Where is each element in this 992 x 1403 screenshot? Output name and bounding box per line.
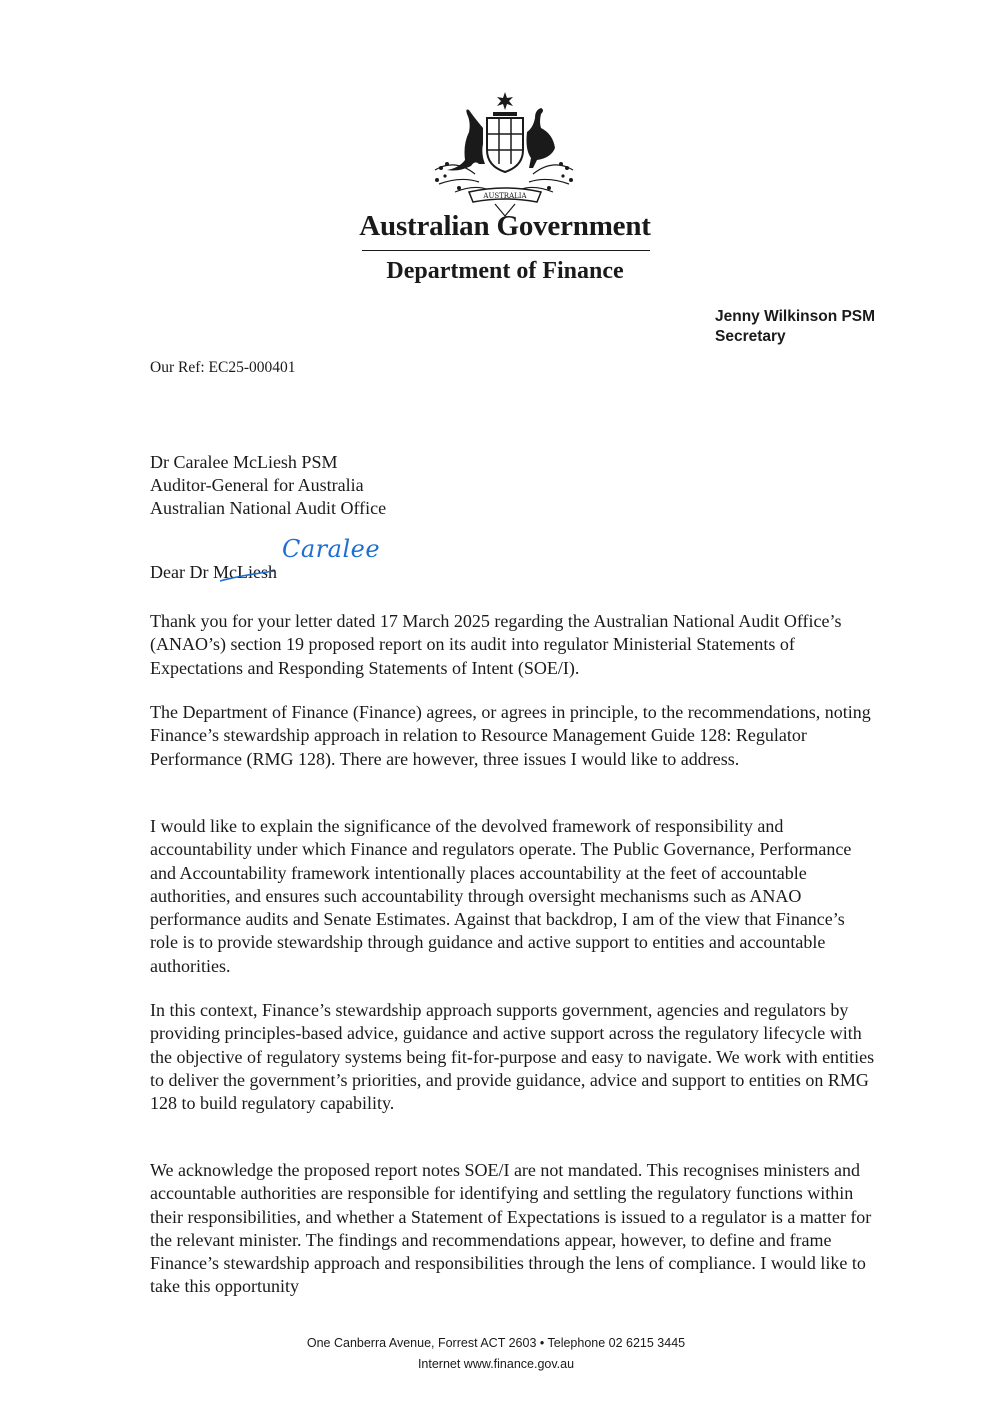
- sender-name: Jenny Wilkinson PSM: [715, 308, 876, 325]
- body-paragraph-5: We acknowledge the proposed report notes SOE/I are not mandated. This recognises ministers and accountable authorities are responsible for identifying and settling the regulatory functions within their responsibilities, and whether a Statement of Expectations is issued to a regulator is a matter for the relevant minister. The findings and recommendations appear, however, to define and frame Finance’s stewardship approach and responsibilities through the lens of compliance. I would like to take this opportunity: [150, 1160, 872, 1297]
- salutation-prefix: Dear Dr: [150, 562, 213, 582]
- recipient-line-1: Dr Caralee McLiesh PSM: [150, 452, 338, 472]
- body-paragraph-1: Thank you for your letter dated 17 March 2025 regarding the Australian National Audit Office’s (ANAO’s) section 19 proposed report on its audit into regulator Ministerial Statements of Expectations and Responding Statements of Intent (SOE/I).: [150, 611, 842, 678]
- handwritten-strikethrough: [218, 570, 276, 578]
- body-paragraph-3: I would like to explain the significance of the devolved framework of responsibility and accountability under which Finance and regulators operate. The Public Governance, Performance and Accountability framework intentionally places accountability at the feet of accountable authorities, and ensures such accountability through oversight mechanisms such as ANAO performance audits and Senate Estimates. Against that backdrop, I am of the view that Finance’s role is to provide stewardship through guidance and active support to entities and accountable authorities.: [150, 816, 852, 976]
- recipient-line-2: Auditor-General for Australia: [150, 475, 364, 495]
- reference-number: Our Ref: EC25-000401: [150, 359, 296, 376]
- header-divider: [362, 250, 650, 251]
- footer-website: Internet www.finance.gov.au: [417, 1357, 575, 1371]
- footer: [0, 1333, 992, 1375]
- coat-of-arms-icon: [425, 88, 583, 220]
- recipient-address: [150, 451, 386, 520]
- body-paragraph-2: The Department of Finance (Finance) agrees, or agrees in principle, to the recommendations, noting Finance’s stewardship approach in relation to Resource Management Guide 128: Regulator Performance (RMG 128). There are however, three issues I would like to address.: [150, 702, 871, 769]
- crest-motto: AUSTRALIA: [483, 192, 527, 200]
- footer-address: One Canberra Avenue, Forrest ACT 2603 • Telephone 02 6215 3445: [306, 1336, 686, 1350]
- sender-title: Secretary: [715, 328, 786, 345]
- government-title: Australian Government: [359, 210, 651, 242]
- handwritten-name: Caralee: [282, 535, 381, 563]
- sender-block: [715, 307, 875, 347]
- recipient-line-3: Australian National Audit Office: [150, 498, 387, 518]
- body-paragraph-4: In this context, Finance’s stewardship approach supports government, agencies and regulators by providing principles-based advice, guidance and active support across the regulatory lifecycle with the objective of regulatory systems being fit-for-purpose and easy to navigate. We work with entities to deliver the government’s priorities, and provide guidance, advice and support to entities on RMG 128 to build regulatory capability.: [150, 1000, 875, 1114]
- salutation-struck-name: McLiesh: [212, 562, 277, 582]
- department-title: Department of Finance: [386, 258, 624, 284]
